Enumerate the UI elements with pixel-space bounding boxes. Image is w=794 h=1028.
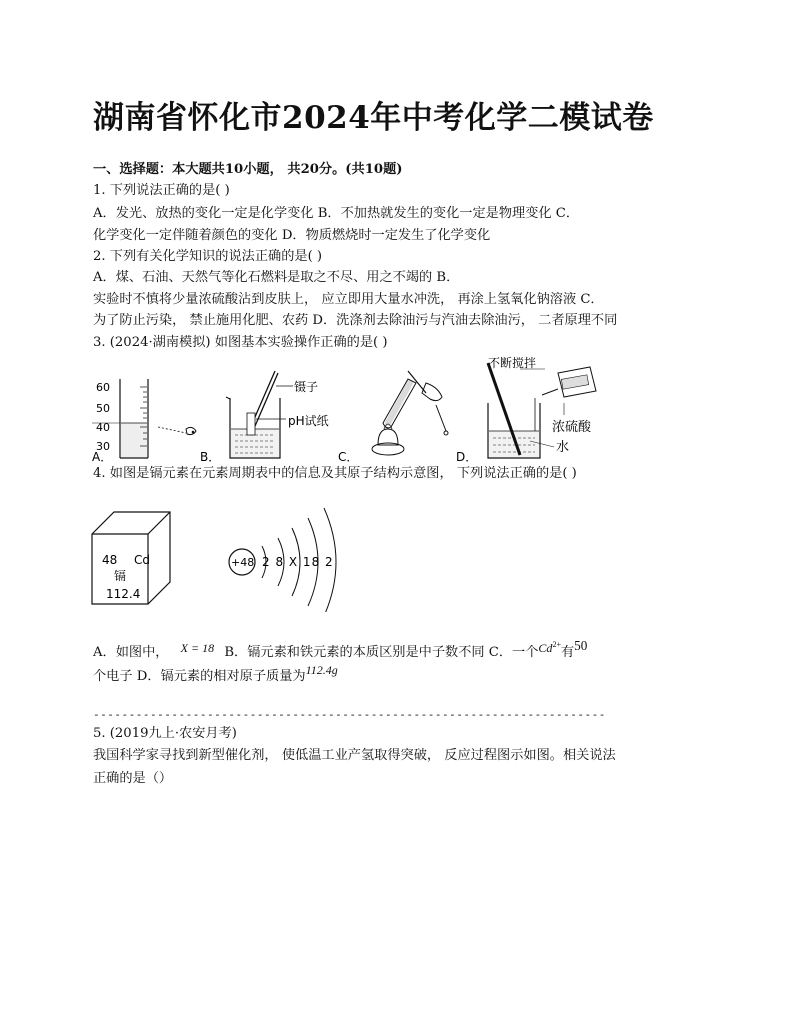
cylinder-tick-50: 50	[96, 402, 110, 415]
test-tube-heating-diagram	[338, 371, 448, 464]
q5-text-line2: 正确的是（）	[93, 771, 173, 786]
x-equation: X = 18	[180, 641, 215, 655]
tweezers-label: 镊子	[294, 380, 319, 394]
q1-options-line2: 化学变化一定伴随着颜色的变化 D．物质燃烧时一定发生了化学变化	[93, 228, 491, 243]
q2-options-line2: 实验时不慎将少量浓硫酸沾到皮肤上， 应立即用大量水冲洗， 再涂上氢氧化钠溶液 C．	[93, 292, 604, 307]
atomic-mass: 112.4	[106, 587, 141, 601]
electron-shells: 2 8 X 18 2	[262, 555, 334, 569]
q3-figure	[90, 353, 610, 465]
electron-count: 50	[574, 638, 588, 653]
stir-label: 不断搅拌	[488, 356, 537, 370]
q4-have: 有	[560, 645, 575, 660]
page-title: 湖南省怀化市2024年中考化学二模试卷	[93, 100, 654, 136]
q4-option-b: B．镉元素和铁元素的本质区别是中子数不同 C．一个	[224, 645, 539, 660]
water-label: 水	[556, 440, 570, 455]
ion-charge: 2+	[552, 640, 561, 649]
nucleus-charge: +48	[231, 556, 255, 569]
q2-options-line3: 为了防止污染， 禁止施用化肥、农药 D．洗涤剂去除油污与汽油去除油污， 二者原理不同	[93, 313, 618, 328]
cadmium-figure	[90, 494, 340, 612]
cylinder-tick-40: 40	[96, 421, 110, 434]
ph-paper-label: pH试纸	[288, 414, 329, 428]
option-c-label: C．	[338, 450, 359, 464]
section-heading: 一、选择题：本大题共10小题， 共20分。(共10题)	[93, 162, 403, 177]
q4-stem: 4. 如图是镉元素在元素周期表中的信息及其原子结构示意图， 下列说法正确的是( )	[93, 466, 577, 481]
ion-symbol: Cd	[538, 641, 553, 655]
q3-stem: 3. (2024·湖南模拟) 如图基本实验操作正确的是( )	[93, 335, 388, 350]
element-symbol: Cd	[134, 553, 150, 567]
option-d-label: D．	[456, 450, 478, 464]
cylinder-tick-30: 30	[96, 440, 110, 453]
atomic-number: 48	[102, 553, 118, 567]
mass-expression: 112.4g	[305, 663, 338, 677]
separator-line: ------------------------------------------------------------------------	[93, 708, 606, 721]
q5-stem: 5. (2019九上·农安月考)	[93, 726, 237, 741]
q2-options-line1: A．煤、石油、天然气等化石燃料是取之不尽、用之不竭的 B．	[93, 270, 460, 285]
ph-test-beaker-diagram	[200, 371, 329, 464]
option-b-label: B．	[200, 450, 221, 464]
lab-operations-figure	[90, 353, 610, 465]
q4-option-a: A．如图中，	[93, 645, 169, 660]
atom-structure-diagram	[229, 508, 336, 612]
q1-stem: 1. 下列说法正确的是( )	[93, 183, 230, 198]
dilute-acid-diagram	[456, 355, 596, 464]
element-name: 镉	[114, 569, 127, 583]
q2-stem: 2. 下列有关化学知识的说法正确的是( )	[93, 249, 323, 264]
q4-figure	[90, 494, 340, 612]
q4-options-line2	[93, 663, 338, 687]
cylinder-tick-60: 60	[96, 381, 110, 394]
option-a-label: A．	[92, 450, 113, 464]
acid-label: 浓硫酸	[552, 420, 592, 435]
periodic-table-cell	[92, 512, 170, 604]
q1-options-line1: A．发光、放热的变化一定是化学变化 B．不加热就发生的变化一定是物理变化 C．	[93, 206, 580, 221]
q4-option-d: 个电子 D．镉元素的相对原子质量为	[93, 669, 306, 684]
q5-text-line1: 我国科学家寻找到新型催化剂， 使低温工业产氢取得突破， 反应过程图示如图。相关说法	[93, 748, 616, 763]
q4-options-line1	[93, 639, 587, 663]
cadmium-ion	[538, 641, 561, 655]
graduated-cylinder-diagram	[92, 379, 196, 464]
